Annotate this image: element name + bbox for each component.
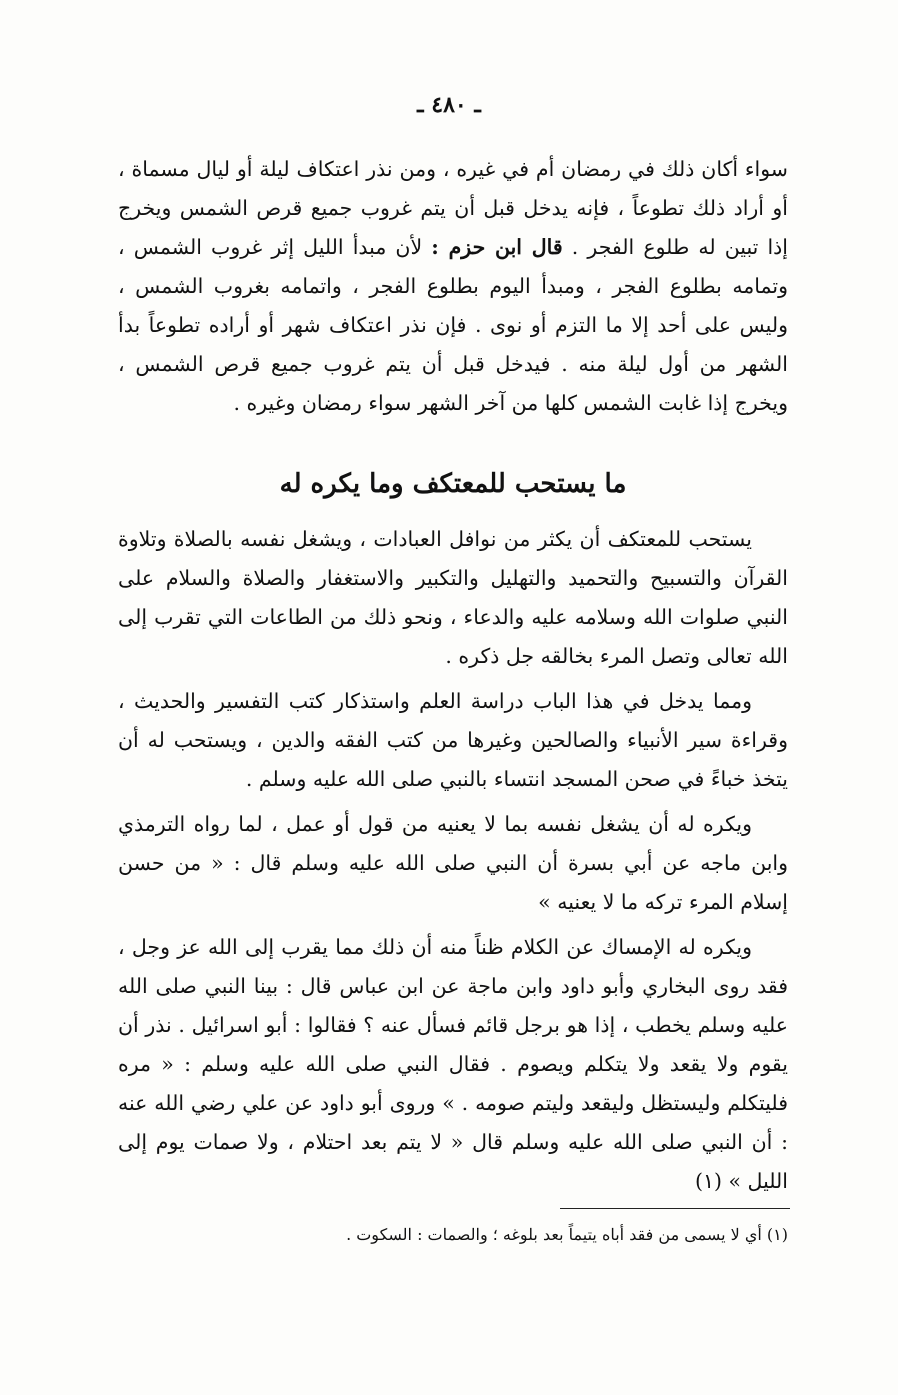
footnote-divider <box>560 1208 790 1209</box>
section-heading: ما يستحب للمعتكف وما يكره له <box>279 469 627 499</box>
paragraph: ويكره له الإمساك عن الكلام ظناً منه أن ذلك مما يقرب إلى الله عز وجل ، فقد روى البخاري وأبو داود وابن ماجة عن ابن عباس قال : بينا النبي صلى الله عليه وسلم يخطب ، إذا هو برجل قائم فسأل عنه ؟ فقالوا : أبو اسرائيل . نذر أن يقوم ولا يقعد ولا يتكلم ويصوم . فقال النبي صلى الله عليه وسلم : « مره فليتكلم وليستظل وليقعد وليتم صومه . » وروى أبو داود عن علي رضي الله عنه : أن النبي صلى الله عليه وسلم قال « لا يتم بعد احتلام ، ولا صمات يوم إلى الليل » (١) <box>118 935 788 1193</box>
footnote: (١) أي لا يسمى من فقد أباه يتيماً بعد بلوغه ؛ والصمات : السكوت . <box>346 1225 788 1244</box>
paragraph: يستحب للمعتكف أن يكثر من نوافل العبادات ، ويشغل نفسه بالصلاة وتلاوة القرآن والتسبيح والتحميد والتهليل والتكبير والاستغفار والصلاة والسلام على النبي صلوات الله وسلامه عليه والدعاء ، ونحو ذلك من الطاعات التي تقرب إلى الله تعالى وتصل المرء بخالقه جل ذكره . <box>118 527 788 668</box>
paragraph: ومما يدخل في هذا الباب دراسة العلم واستذكار كتب التفسير والحديث ، وقراءة سير الأنبياء والصالحين وغيرها من كتب الفقه والدين ، ويستحب له أن يتخذ خباءً في صحن المسجد انتساء بالنبي صلى الله عليه وسلم . <box>118 689 788 791</box>
section-body <box>118 520 788 1207</box>
opening-paragraph <box>118 150 788 423</box>
quoted-author: قال ابن حزم : <box>431 235 563 259</box>
paragraph: ويكره له أن يشغل نفسه بما لا يعنيه من قول أو عمل ، لما رواه الترمذي وابن ماجه عن أبي بسرة أن النبي صلى الله عليه وسلم قال : « من حسن إسلام المرء تركه ما لا يعنيه » <box>118 812 788 914</box>
paragraph-rest-text: لأن مبدأ الليل إثر غروب الشمس ، وتمامه بطلوع الفجر ، ومبدأ اليوم بطلوع الفجر ، واتمامه بغروب الشمس ، وليس على أحد إلا ما التزم أو نوى . فإن نذر اعتكاف شهر أو أراده تطوعاً بدأ الشهر من أول ليلة منه . فيدخل قبل أن يتم غروب جميع قرص الشمس ، ويخرج إذا غابت الشمس كلها من آخر الشهر سواء رمضان وغيره . <box>118 235 788 415</box>
page-number: ـ ٤٨٠ ـ <box>417 92 481 118</box>
paragraph <box>118 150 788 423</box>
paragraph-lead-text: سواء أكان ذلك في رمضان أم في غيره ، ومن نذر اعتكاف ليلة أو ليال مسماة ، أو أراد ذلك تطوعاً ، فإنه يدخل قبل أن يتم غروب جميع قرص الشمس ويخرج إذا تبين له طلوع الفجر . <box>118 157 788 259</box>
